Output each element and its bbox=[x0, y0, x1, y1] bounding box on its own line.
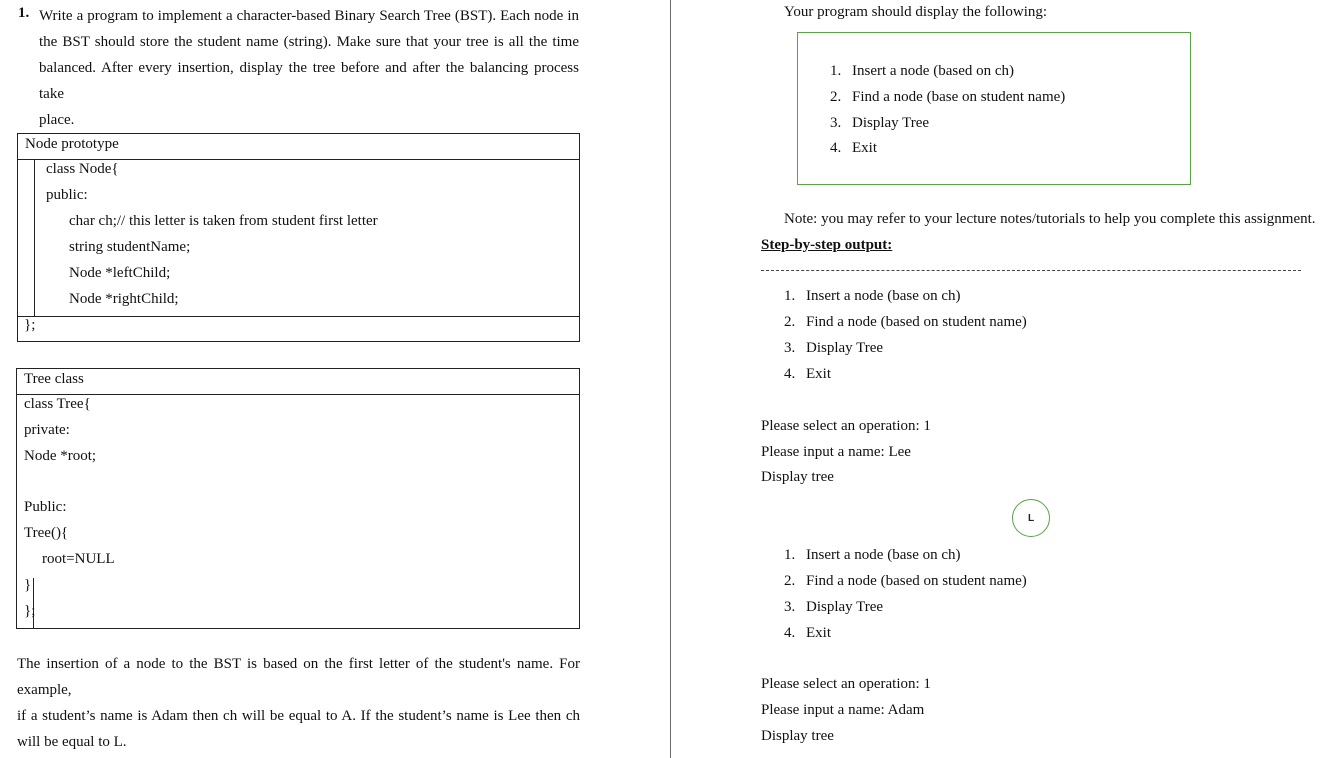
tree-class-title: Tree class bbox=[24, 371, 84, 387]
node-prototype-box bbox=[17, 133, 580, 342]
question-line: balanced. After every insertion, display the tree before and after the balancing process take bbox=[39, 60, 579, 102]
output-menu-item: 4. Exit bbox=[784, 366, 831, 382]
output-menu-item: 3. Display Tree bbox=[784, 340, 884, 356]
menu-item: 3. Display Tree bbox=[830, 115, 930, 131]
question-line: Write a program to implement a character-based Binary Search Tree (BST). Each node in bbox=[39, 8, 579, 24]
question-line: place. bbox=[39, 112, 75, 128]
session-line: Please input a name: Adam bbox=[761, 702, 925, 718]
code-line: Tree(){ bbox=[24, 525, 69, 541]
code-line: char ch;// this letter is taken from student first letter bbox=[69, 213, 378, 229]
menu-item: 4. Exit bbox=[830, 140, 877, 156]
session-line: Display tree bbox=[761, 469, 834, 485]
code-line: Node *leftChild; bbox=[69, 265, 171, 281]
code-line: public: bbox=[46, 187, 88, 203]
menu-item: 2. Find a node (base on student name) bbox=[830, 89, 1066, 105]
menu-item: 1. Insert a node (based on ch) bbox=[830, 63, 1015, 79]
node-prototype-title: Node prototype bbox=[25, 136, 119, 152]
question-text bbox=[39, 3, 579, 133]
insertion-line: The insertion of a node to the BST is based on the first letter of the student's name. For example, bbox=[17, 656, 580, 698]
insertion-explanation bbox=[17, 651, 580, 755]
code-line: Node *root; bbox=[24, 448, 97, 464]
code-line: Public: bbox=[24, 499, 67, 515]
step-by-step-title: Step-by-step output: bbox=[761, 237, 893, 253]
output-menu-item: 4. Exit bbox=[784, 625, 831, 641]
code-line: } bbox=[24, 577, 32, 593]
session-line: Please input a name: Lee bbox=[761, 444, 911, 460]
session-line: Please select an operation: 1 bbox=[761, 676, 931, 692]
tree-class-box bbox=[16, 368, 580, 629]
code-line: string studentName; bbox=[69, 239, 191, 255]
session-line: Display tree bbox=[761, 728, 834, 744]
insertion-line: will be equal to L. bbox=[17, 734, 127, 750]
code-line: }; bbox=[24, 603, 36, 619]
note-text: Note: you may refer to your lecture notes/tutorials to help you complete this assignment. bbox=[784, 211, 1316, 227]
tree-node-circle bbox=[1012, 499, 1050, 537]
code-line: }; bbox=[24, 317, 36, 333]
required-menu-box bbox=[797, 32, 1191, 185]
node-code-footer-border bbox=[18, 316, 579, 317]
question-number: 1. bbox=[18, 5, 30, 21]
output-menu-item: 1. Insert a node (base on ch) bbox=[784, 547, 961, 563]
code-line: class Node{ bbox=[46, 161, 119, 177]
column-divider bbox=[670, 0, 671, 758]
code-line: class Tree{ bbox=[24, 396, 91, 412]
tree-node-label: L bbox=[1027, 512, 1035, 524]
output-menu-item: 2. Find a node (based on student name) bbox=[784, 314, 1027, 330]
session-line: Please select an operation: 1 bbox=[761, 418, 931, 434]
dashed-separator bbox=[761, 270, 1301, 271]
output-menu-item: 3. Display Tree bbox=[784, 599, 884, 615]
output-menu-item: 2. Find a node (based on student name) bbox=[784, 573, 1027, 589]
insertion-line: if a student’s name is Adam then ch will be equal to A. If the student’s name is Lee then ch bbox=[17, 708, 580, 724]
code-line: Node *rightChild; bbox=[69, 291, 179, 307]
question-line: the BST should store the student name (string). Make sure that your tree is all the time bbox=[39, 34, 579, 50]
node-prototype-header bbox=[18, 134, 579, 160]
code-line: private: bbox=[24, 422, 70, 438]
display-intro: Your program should display the following: bbox=[784, 4, 1048, 20]
code-line: root=NULL bbox=[42, 551, 115, 567]
tree-class-header bbox=[17, 369, 579, 395]
output-menu-item: 1. Insert a node (base on ch) bbox=[784, 288, 961, 304]
